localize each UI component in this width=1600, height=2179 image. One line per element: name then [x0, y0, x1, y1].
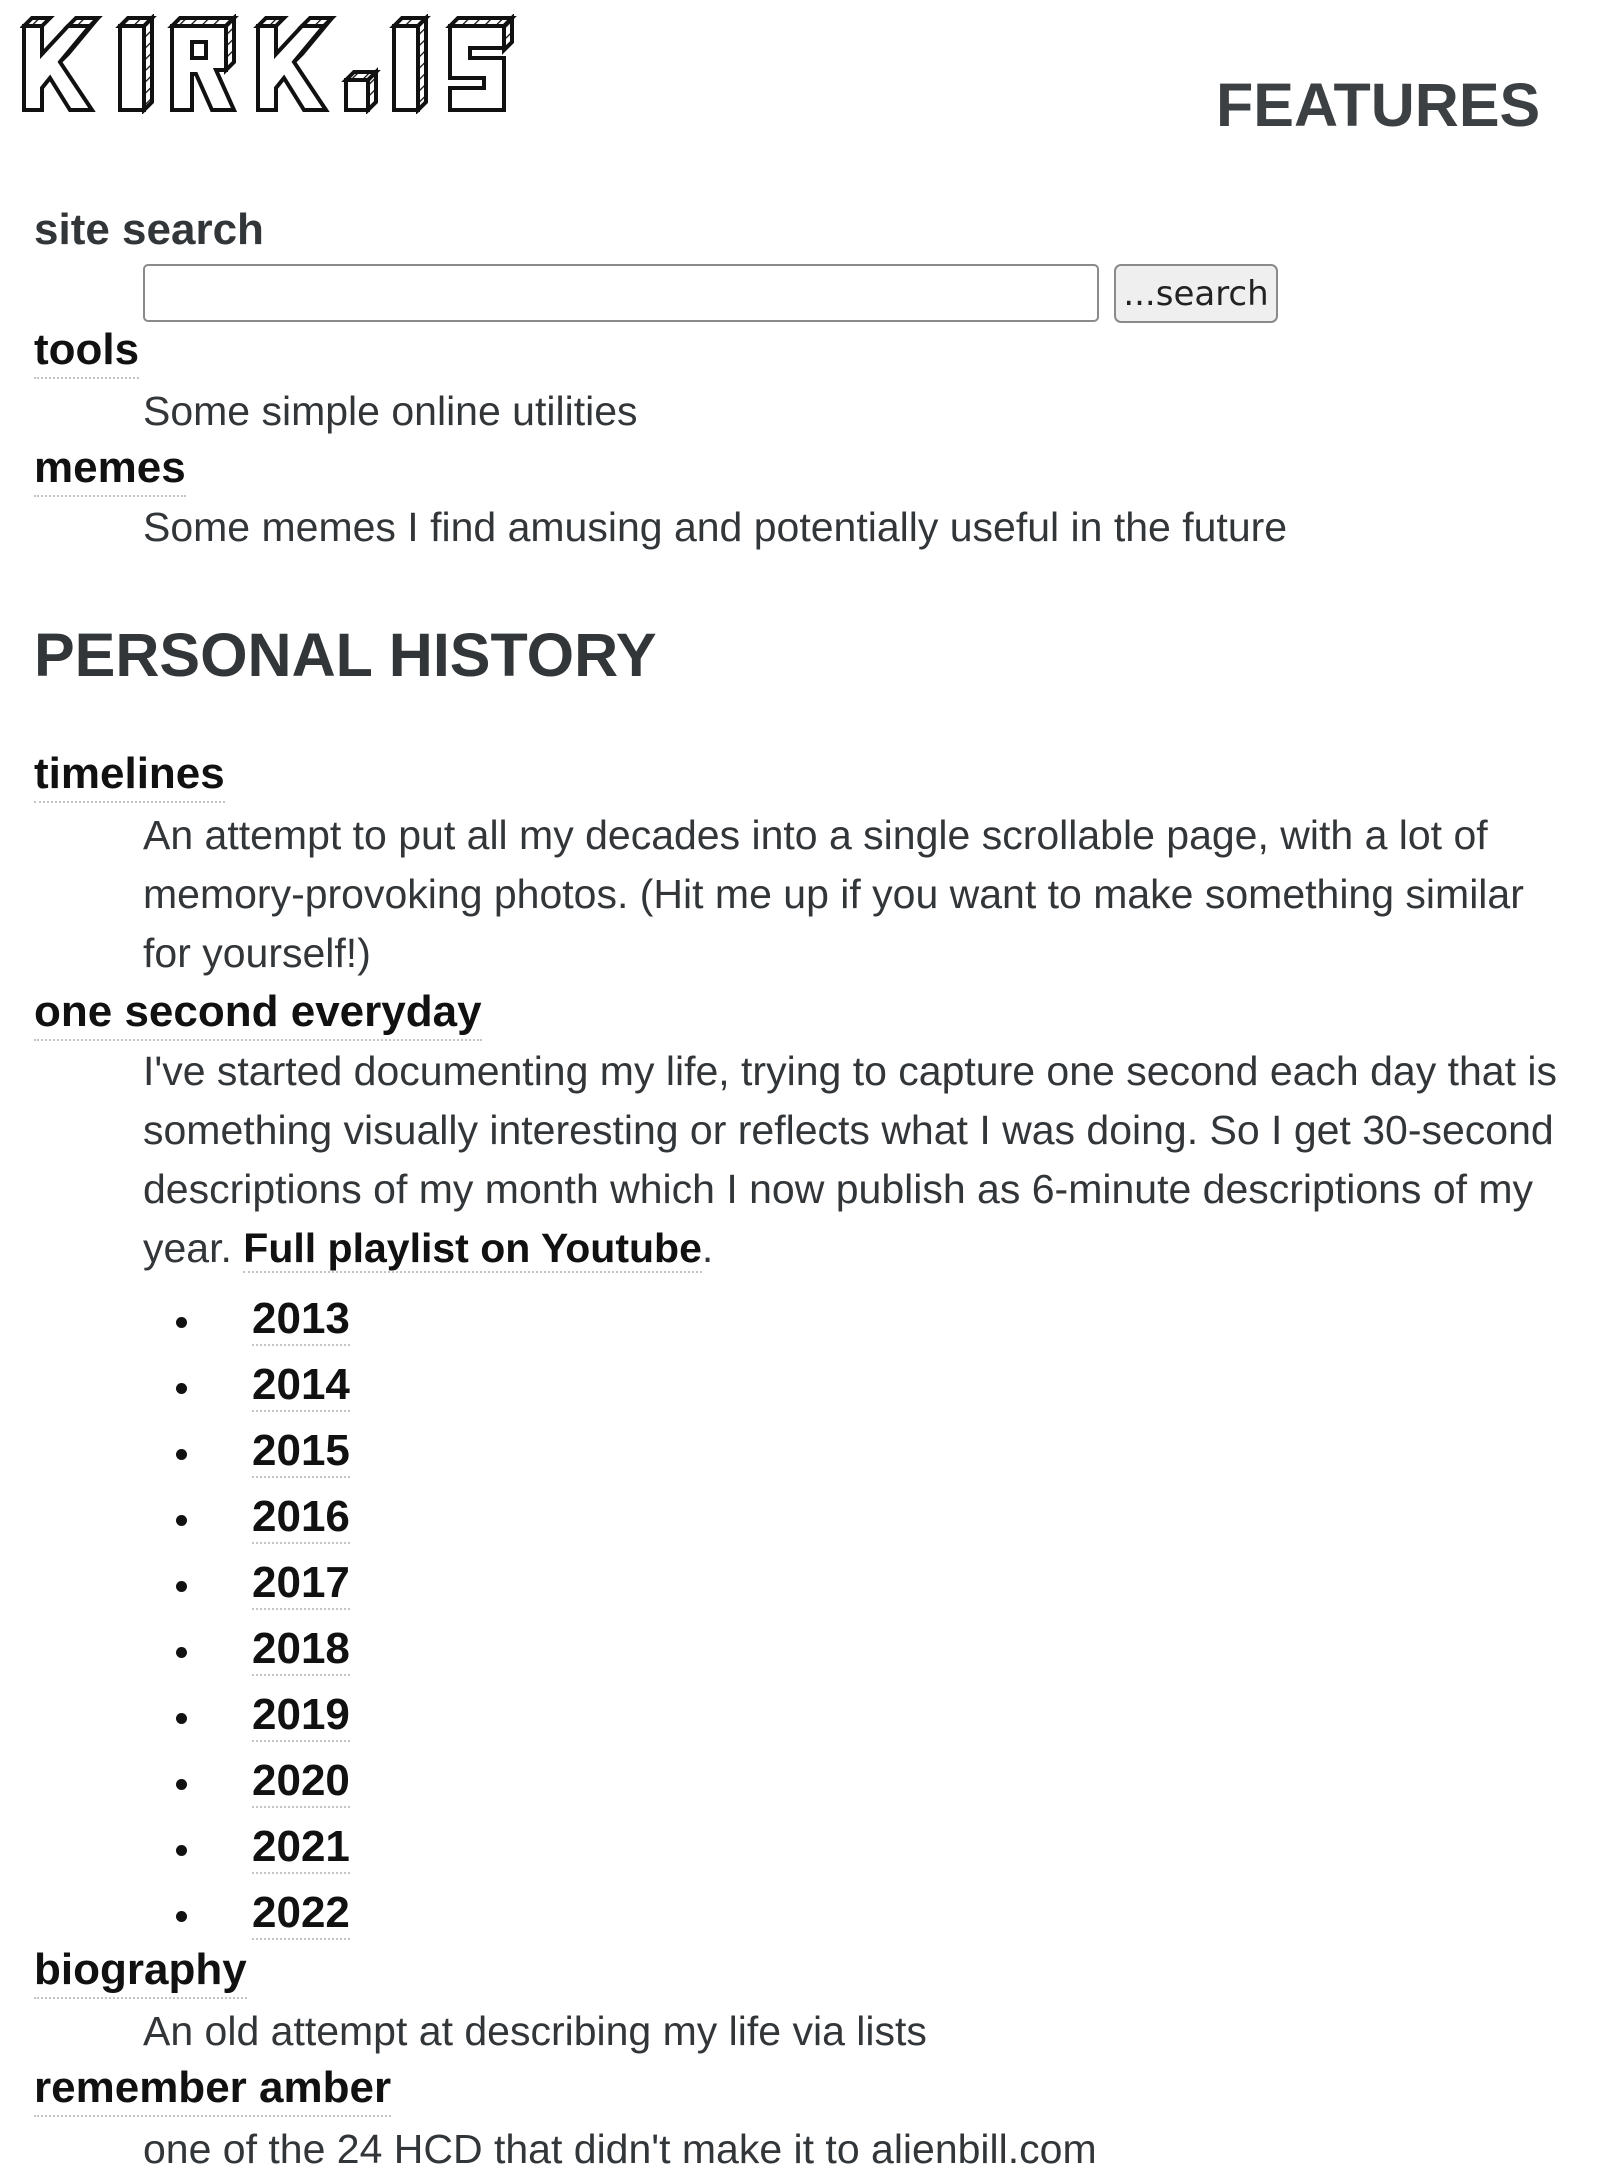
year-link-2017[interactable]: 2017: [252, 1558, 350, 1610]
remember-amber-description: one of the 24 HCD that didn't make it to alienbill.com: [143, 2126, 1097, 2172]
year-link-2015[interactable]: 2015: [252, 1426, 350, 1478]
bullet-icon: [176, 1515, 187, 1526]
timelines-link[interactable]: timelines: [34, 748, 225, 803]
site-search-input[interactable]: [143, 264, 1099, 322]
search-button[interactable]: ...search: [1114, 264, 1278, 323]
tools-link[interactable]: tools: [34, 324, 139, 379]
remember-amber-link[interactable]: remember amber: [34, 2062, 391, 2117]
bullet-icon: [176, 1317, 187, 1328]
memes-link[interactable]: memes: [34, 442, 186, 497]
year-link-2020[interactable]: 2020: [252, 1756, 350, 1808]
year-link-2013[interactable]: 2013: [252, 1294, 350, 1346]
bullet-icon: [176, 1779, 187, 1790]
year-link-2018[interactable]: 2018: [252, 1624, 350, 1676]
bullet-icon: [176, 1713, 187, 1724]
year-link-2014[interactable]: 2014: [252, 1360, 350, 1412]
year-link-2016[interactable]: 2016: [252, 1492, 350, 1544]
bullet-icon: [176, 1383, 187, 1394]
one-second-description-text: I've started documenting my life, trying to capture one second each day that is something visually interesting or reflects what I was doing. So I get 30-second descriptions of my month which I now publish as 6-minute descriptions of my year.: [143, 1048, 1557, 1271]
year-link-2021[interactable]: 2021: [252, 1822, 350, 1874]
tools-description: Some simple online utilities: [143, 388, 638, 434]
year-link-2019[interactable]: 2019: [252, 1690, 350, 1742]
bullet-icon: [176, 1911, 187, 1922]
site-search-label: site search: [34, 205, 264, 254]
youtube-playlist-link[interactable]: Full playlist on Youtube: [243, 1225, 702, 1271]
one-second-everyday-link[interactable]: one second everyday: [34, 986, 482, 1041]
site-logo[interactable]: [20, 14, 680, 114]
bullet-icon: [176, 1449, 187, 1460]
one-second-description-end: .: [701, 1225, 714, 1271]
biography-description: An old attempt at describing my life via lists: [143, 2008, 927, 2054]
features-heading: FEATURES: [1216, 71, 1541, 139]
bullet-icon: [176, 1845, 187, 1856]
biography-link[interactable]: biography: [34, 1944, 247, 1999]
bullet-icon: [176, 1647, 187, 1658]
bullet-icon: [176, 1581, 187, 1592]
timelines-description: An attempt to put all my decades into a single scrollable page, with a lot of memory-provoking photos. (Hit me up if you want to make something similar for yourself!): [143, 812, 1524, 976]
year-link-2022[interactable]: 2022: [252, 1888, 350, 1940]
one-second-everyday-description: [143, 1042, 1563, 1278]
memes-description: Some memes I find amusing and potentially useful in the future: [143, 504, 1288, 550]
personal-history-heading: PERSONAL HISTORY: [34, 621, 657, 689]
